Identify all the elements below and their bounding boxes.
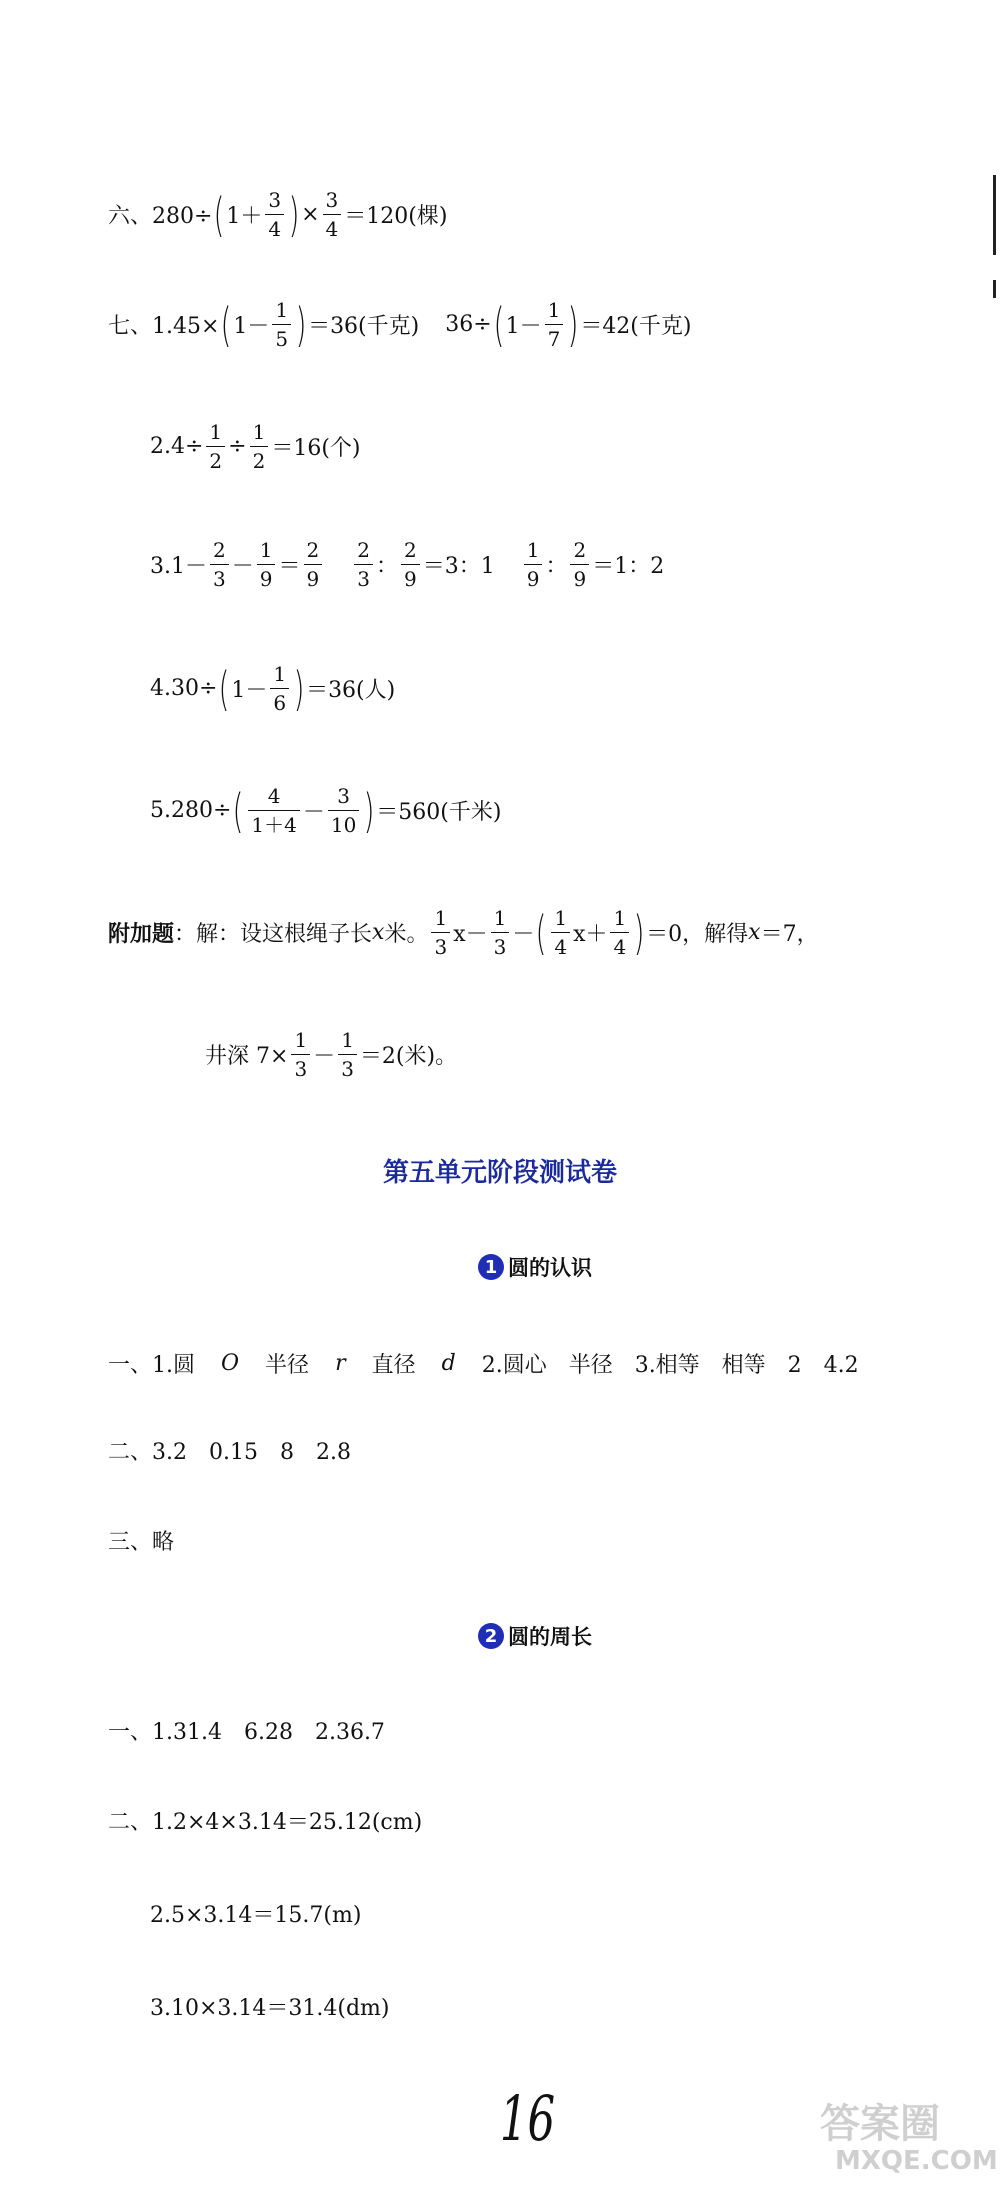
text: ＝560(千米): [376, 800, 502, 825]
right-paren: ): [295, 297, 307, 352]
answer-line-7-4: [150, 661, 396, 716]
text: 1－: [505, 314, 542, 339]
well-depth-line: [205, 1030, 457, 1079]
s2-answer-2: 二、1.2×4×3.14＝25.12(cm): [108, 1810, 423, 1835]
section-number-badge: 2: [478, 1623, 504, 1649]
variable: d: [441, 1351, 456, 1376]
text: ＝42(千克): [580, 314, 692, 339]
fraction: $\frac{2}{3}$: [210, 540, 229, 589]
text: －: [231, 554, 254, 579]
text: －: [313, 1044, 336, 1069]
fraction: $\frac{2}{9}$: [401, 540, 420, 589]
text: －: [512, 922, 535, 947]
watermark-url: MXQE.COM: [835, 2146, 998, 2176]
variable: r: [335, 1351, 346, 1376]
right-paren: ): [633, 905, 645, 960]
text: x＋: [573, 922, 608, 947]
s1-answer-2: 二、3.2 0.15 8 2.8: [108, 1440, 351, 1465]
fraction: $\frac{1}{4}$: [610, 908, 629, 957]
text: 七、1.45×: [108, 314, 220, 339]
fraction: $\frac{1}{5}$: [272, 300, 291, 349]
fraction: $\frac{1}{3}$: [431, 908, 450, 957]
text: ＝1：2: [592, 554, 665, 579]
section-title: 圆的周长: [508, 1625, 592, 1649]
unit-heading: 第五单元阶段测试卷: [382, 1158, 617, 1188]
fraction: $\frac{1}{2}$: [206, 422, 225, 471]
text: 2.4÷: [150, 434, 204, 459]
text: ＝7，: [760, 922, 819, 947]
bonus-question: [108, 905, 819, 960]
s1-answer-3: 三、略: [108, 1530, 175, 1555]
fraction: $\frac{1}{2}$: [250, 422, 269, 471]
answer-line-7-3: [150, 540, 664, 589]
left-paren: (: [214, 187, 225, 242]
fraction: $\frac{1}{3}$: [491, 908, 510, 957]
text: ：解：设这根绳子长: [174, 922, 373, 947]
section-heading-2: [478, 1621, 592, 1651]
text: 六、280÷: [108, 204, 213, 229]
text: ：: [545, 554, 568, 579]
fraction: $\frac{1}{4}$: [551, 908, 570, 957]
text: ＝36(千克): [308, 314, 420, 339]
text: 直径: [371, 1353, 416, 1378]
text: 米。: [384, 922, 429, 947]
text: 一、1.圆: [108, 1353, 195, 1378]
text: 井深 7×: [205, 1044, 289, 1069]
s2-answer-1: 一、1.31.4 6.28 2.36.7: [108, 1720, 385, 1745]
page-edge-mark: [993, 175, 996, 255]
answer-line-6: [108, 187, 448, 242]
variable: O: [221, 1351, 240, 1376]
variable: x: [372, 920, 385, 945]
text: ÷: [228, 434, 247, 459]
watermark-logo: 答案圈: [820, 2101, 940, 2147]
fraction: $\frac{3}{4}$: [323, 190, 342, 239]
text: x－: [453, 922, 488, 947]
text: ＝2(米)。: [359, 1044, 458, 1069]
left-paren: (: [221, 297, 232, 352]
answer-line-7-2: [150, 422, 361, 471]
text: 3.1－: [150, 554, 207, 579]
text: ＝0，解得: [646, 922, 749, 947]
text: －: [302, 800, 325, 825]
text: 4.30÷: [150, 676, 218, 701]
text: 1－: [231, 678, 268, 703]
fraction: $\frac{3}{10}$: [328, 786, 359, 835]
text: ：: [375, 554, 398, 579]
text: ＝: [278, 554, 301, 579]
fraction: $\frac{1}{3}$: [291, 1030, 310, 1079]
answer-line-7-5: [150, 783, 502, 838]
bonus-label: 附加题: [108, 922, 175, 947]
fraction: $\frac{1}{9}$: [257, 540, 276, 589]
text: ＝3：1: [422, 554, 495, 579]
right-paren: ): [293, 661, 305, 716]
text: ＝120(棵): [344, 204, 448, 229]
text: 36÷: [445, 312, 492, 337]
text: ×: [301, 202, 320, 227]
page-number-handwritten: 16: [499, 2082, 556, 2155]
right-paren: ): [288, 187, 300, 242]
fraction: $\frac{1}{3}$: [338, 1030, 357, 1079]
fraction: $\frac{1}{7}$: [545, 300, 564, 349]
fraction: $\frac{1}{9}$: [524, 540, 543, 589]
fraction: $\frac{1}{6}$: [270, 664, 289, 713]
fraction: $\frac{4}{1+4}$: [248, 786, 299, 835]
text: 1－: [233, 314, 270, 339]
fraction: $\frac{3}{4}$: [265, 190, 284, 239]
section-heading-1: [478, 1252, 592, 1282]
text: 2.圆心 半径 3.相等 相等 2 4.2: [481, 1353, 859, 1378]
text: 5.280÷: [150, 798, 232, 823]
left-paren: (: [493, 297, 505, 352]
page-edge-mark: [993, 280, 996, 298]
s2-answer-2-2: 2.5×3.14＝15.7(m): [150, 1903, 362, 1928]
section-number-badge: 1: [478, 1254, 504, 1280]
variable: x: [748, 920, 761, 945]
text: 半径: [265, 1353, 310, 1378]
section-title: 圆的认识: [508, 1256, 592, 1280]
left-paren: (: [535, 905, 547, 960]
s2-answer-2-3: 3.10×3.14＝31.4(dm): [150, 1996, 390, 2021]
text: 1＋: [226, 204, 263, 229]
text: ＝16(个): [271, 436, 361, 461]
answer-line-7: [108, 297, 692, 352]
fraction: $\frac{2}{3}$: [354, 540, 373, 589]
right-paren: ): [363, 783, 375, 838]
text: ＝36(人): [306, 678, 396, 703]
right-paren: ): [567, 297, 579, 352]
fraction: $\frac{2}{9}$: [304, 540, 323, 589]
left-paren: (: [219, 661, 230, 716]
left-paren: (: [233, 783, 244, 838]
fraction: $\frac{2}{9}$: [570, 540, 589, 589]
s1-answer-1: [108, 1348, 859, 1379]
